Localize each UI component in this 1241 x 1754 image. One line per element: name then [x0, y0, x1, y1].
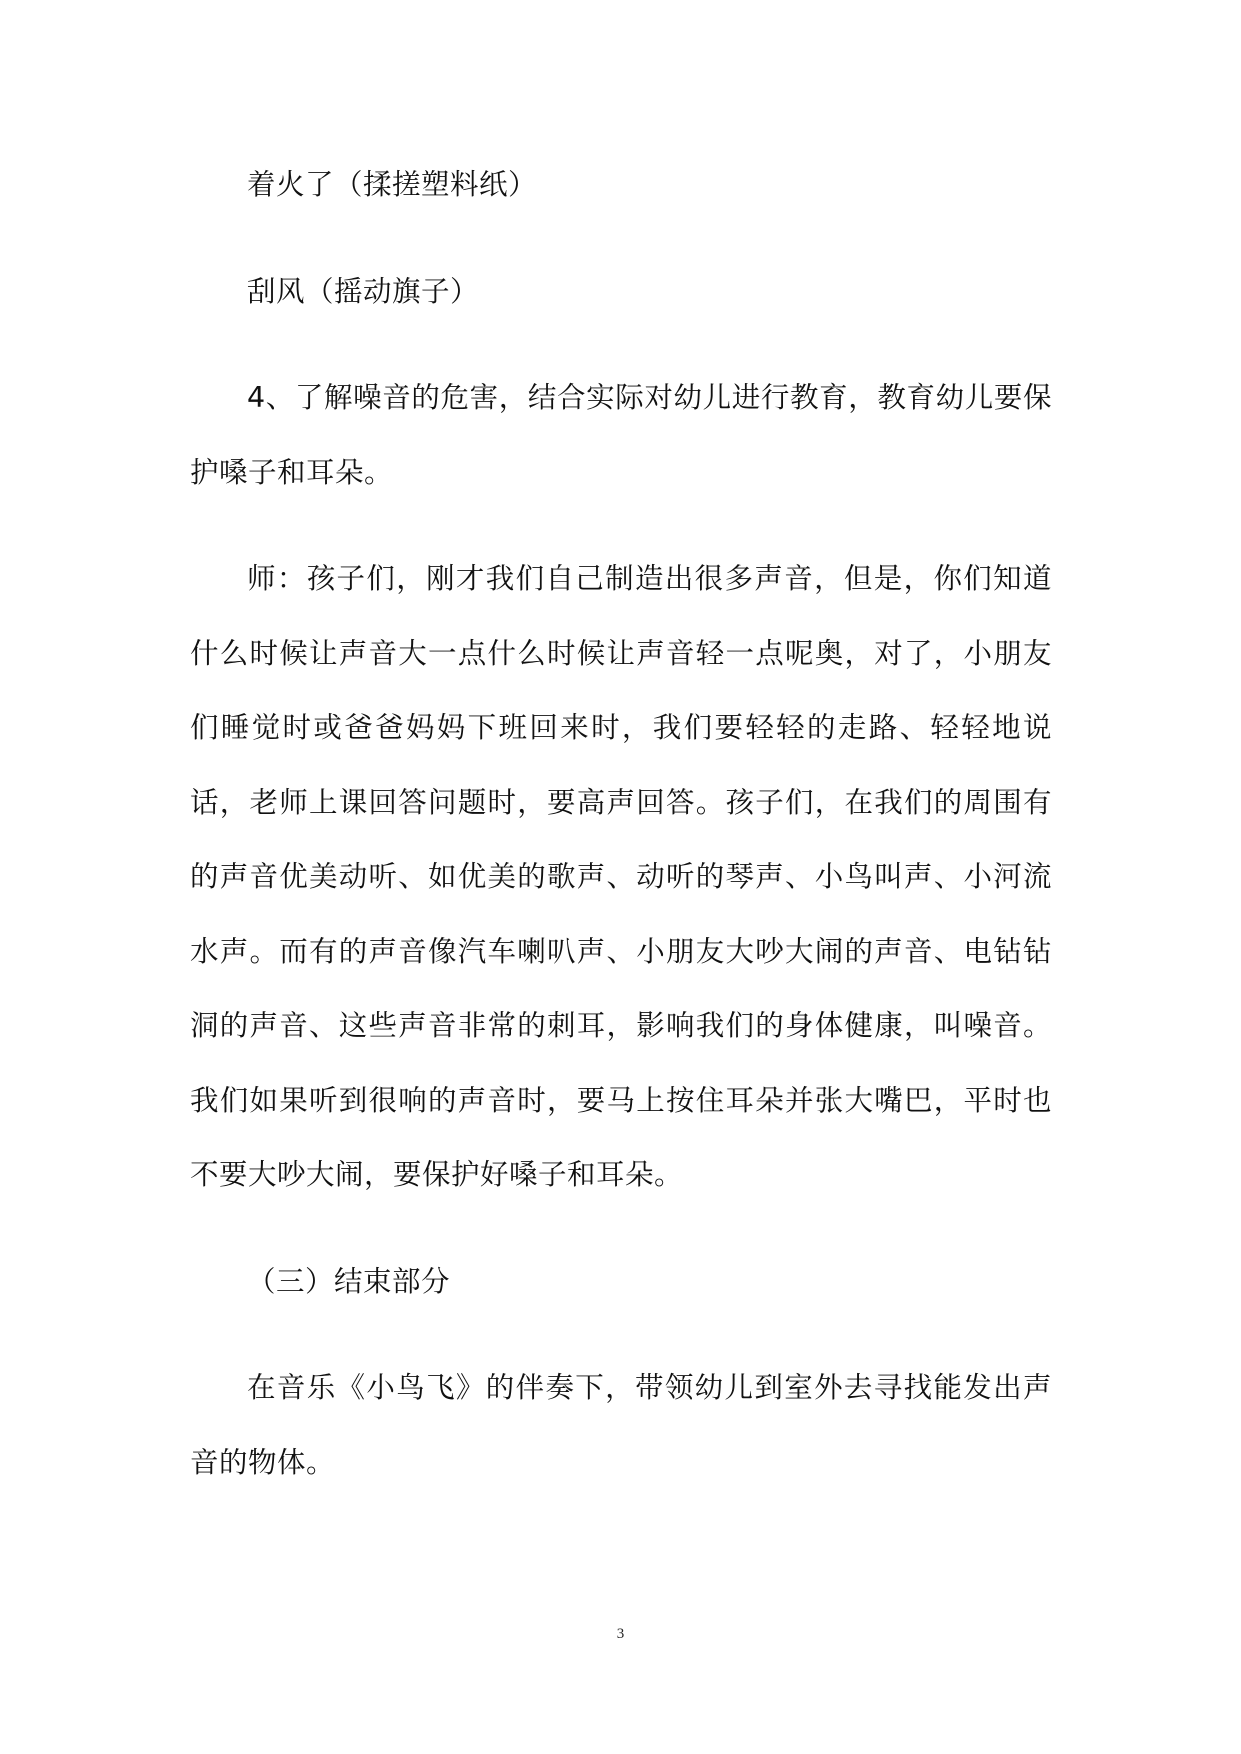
page-body: [190, 148, 1052, 1532]
paragraph-fire-sound: 着火了（揉搓塑料纸）: [247, 168, 538, 201]
paragraph-wind-sound: 刮风（摇动旗子）: [247, 274, 480, 308]
page-number: 3: [616, 1626, 625, 1642]
paragraph-ending-activity: 在音乐《小鸟飞》的伴奏下，带领幼儿到室外去寻找能发出声音的物体。: [190, 1371, 1052, 1479]
paragraph-teacher-speech: 师：孩子们，刚才我们自己制造出很多声音，但是，你们知道什么时候让声音大一点什么时候让声音轻一点呢奥，对了，小朋友们睡觉时或爸爸妈妈下班回来时，我们要轻轻的走路、轻轻地说话，老师上课回答问题时，要高声回答。孩子们，在我们的周围有的声音优美动听、如优美的歌声、动听的琴声、小鸟叫声、小河流水声。而有的声音像汽车喇叭声、小朋友大吵大闹的声音、电钻钻洞的声音、这些声音非常的刺耳，影响我们的身体健康，叫噪音。我们如果听到很响的声音时，要马上按住耳朵并张大嘴巴，平时也不要大吵大闹，要保护好嗓子和耳朵。: [190, 562, 1052, 1191]
section-heading-ending: （三）结束部分: [247, 1264, 451, 1298]
paragraph-noise-hazard-heading: 4、了解噪音的危害，结合实际对幼儿进行教育，教育幼儿要保护嗓子和耳朵。: [190, 381, 1052, 489]
